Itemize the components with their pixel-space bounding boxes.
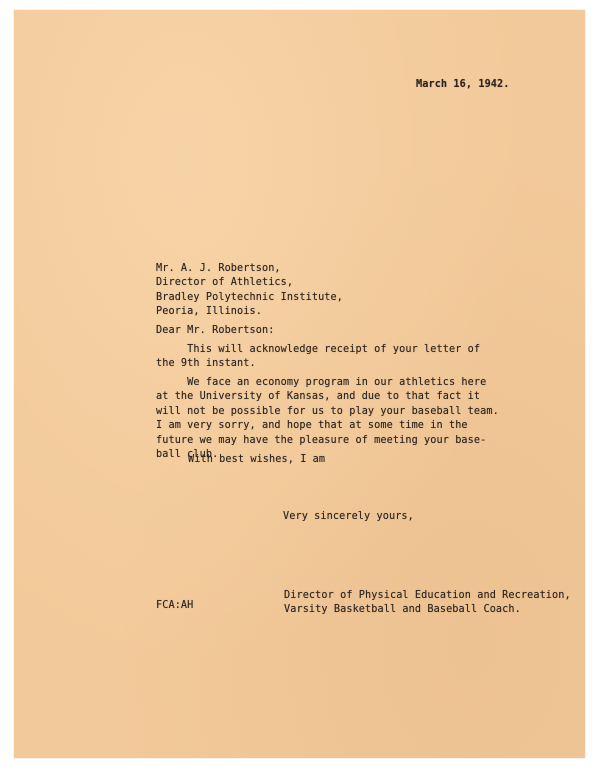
signature-line: Director of Physical Education and Recreation, (284, 590, 571, 601)
paragraph-wishes: With best wishes, I am (188, 454, 326, 465)
paragraph-line: I am very sorry, and hope that at some time in the (156, 420, 468, 432)
paragraph-economy (156, 376, 499, 462)
paragraph-line: will not be possible for us to play your baseball team. (156, 405, 499, 417)
signature-block (284, 589, 571, 618)
paragraph-line: ball club. (156, 449, 219, 461)
address-line: Peoria, Illinois. (156, 306, 262, 318)
address-line: Director of Athletics, (156, 277, 294, 289)
paragraph-line: We face an economy program in our athletics here (156, 377, 487, 388)
paragraph-acknowledgement (156, 343, 480, 372)
signature-line: Varsity Basketball and Baseball Coach. (284, 604, 521, 616)
salutation: Dear Mr. Robertson: (156, 325, 275, 336)
paragraph-line: the 9th instant. (156, 358, 256, 370)
letter-date: March 16, 1942. (416, 79, 510, 90)
paragraph-line: future we may have the pleasure of meeting your base- (156, 434, 487, 446)
recipient-address (156, 262, 343, 320)
letter-page (14, 10, 585, 758)
complimentary-closing: Very sincerely yours, (283, 511, 414, 522)
paragraph-line: at the University of Kansas, and due to that fact it (156, 391, 481, 403)
address-line: Bradley Polytechnic Institute, (156, 291, 344, 303)
address-line: Mr. A. J. Robertson, (156, 263, 281, 274)
paragraph-line: This will acknowledge receipt of your letter of (156, 344, 481, 355)
reference-initials: FCA:AH (156, 600, 194, 611)
